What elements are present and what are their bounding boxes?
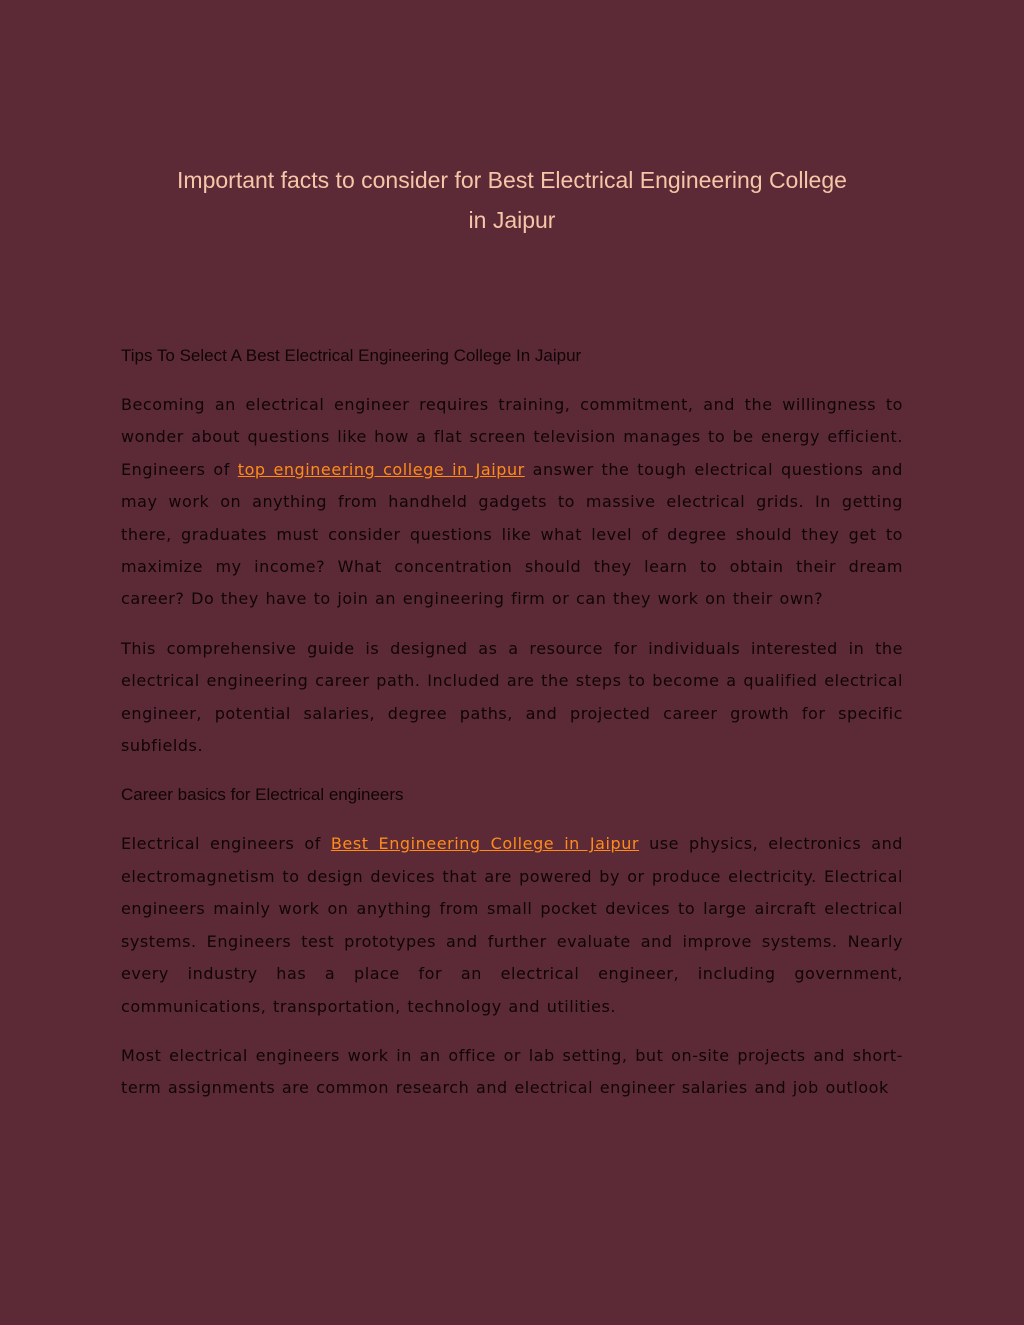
paragraph-intro bbox=[121, 389, 903, 616]
document-title bbox=[100, 160, 924, 240]
paragraph-career-text-1: Electrical engineers of bbox=[121, 834, 331, 854]
title-line-1: Important facts to consider for Best Electrical Engineering College bbox=[177, 167, 847, 193]
paragraph-career-text-2: use physics, electronics and electromagnetism to design devices that are powered by or produce electricity. Electrical engineers mainly work on anything from small pocket devices to large aircraft electrical systems. Engineers test prototypes and further evaluate and improve systems. Nearly every industry has a place for an electrical engineer, including government, communications, transportation, technology and utilities. bbox=[121, 834, 903, 1016]
paragraph-career-basics bbox=[121, 828, 903, 1022]
paragraph-work-setting: Most electrical engineers work in an office or lab setting, but on-site projects and short-term assignments are common research and electrical engineer salaries and job outlook bbox=[121, 1045, 903, 1098]
title-line-2: in Jaipur bbox=[468, 207, 556, 233]
document-body bbox=[121, 340, 903, 1122]
paragraph-guide: This comprehensive guide is designed as a resource for individuals interested in the electrical engineering career path. Included are the steps to become a qualified electrical engineer, potential salaries, degree paths, and projected career growth for specific subfields. bbox=[121, 638, 903, 756]
paragraph-intro-text-2: answer the tough electrical questions and may work on anything from handheld gadgets to massive electrical grids. In getting there, graduates must consider questions like what level of degree should they get to maximize my income? What concentration should they learn to obtain their dream career? Do they have to join an engineering firm or can they work on their own? bbox=[121, 459, 903, 609]
paragraph-intro-text-1: Becoming an electrical engineer requires training, commitment, and the willingness to wonder about questions like how a flat screen television manages to be energy efficient. Engineers of bbox=[121, 395, 903, 479]
section-heading-tips: Tips To Select A Best Electrical Engineering College In Jaipur bbox=[121, 346, 582, 365]
section-heading-career-basics: Career basics for Electrical engineers bbox=[121, 785, 404, 805]
link-top-engineering-college[interactable]: top engineering college in Jaipur bbox=[237, 459, 525, 479]
link-best-engineering-college[interactable]: Best Engineering College in Jaipur bbox=[330, 834, 640, 854]
